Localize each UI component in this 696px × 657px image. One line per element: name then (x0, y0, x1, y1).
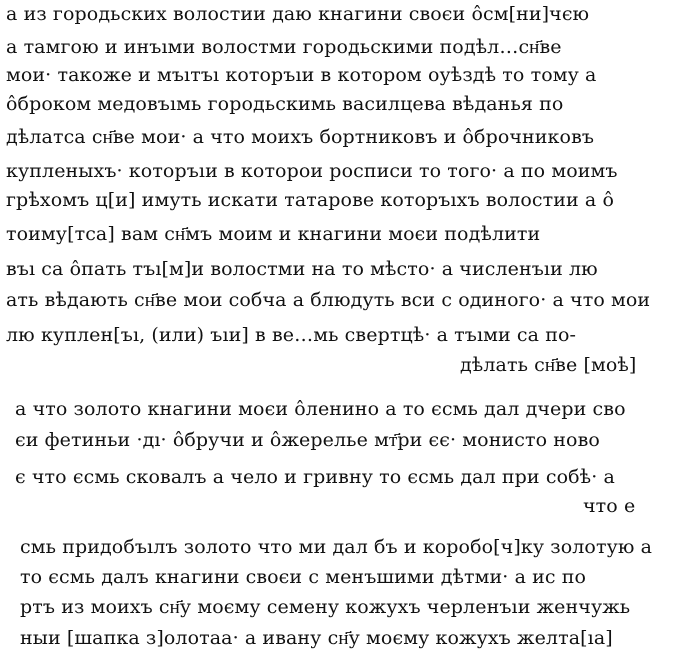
text-line: а из городьских волостии даю кнагини своєи ôсм[ни]чєю (6, 3, 590, 25)
text-line: дѣлать сн҃ве [моѣ] (460, 354, 637, 376)
text-line: ныи [шапка з]олотаа· а ивану сн҃у моєму кожухъ желта[ıа] (20, 627, 613, 649)
text-line: дѣлатса сн҃ве мои· а что моихъ бортниковъ и ôброчниковъ (6, 126, 595, 148)
text-line: то єсмь далъ кнагини своєи с менъшими дѣтми· а ис по (20, 566, 587, 588)
text-line: мои· такоже и мъıтъı которъıи в котором оуѣздѣ то тому а (6, 64, 597, 86)
text-line: ртъ из моихъ сн҃у моєму семену кожухъ черленъıи женчужь (20, 596, 631, 618)
text-line: є что єсмь сковалъ а чело и гривну то єсмь дал при собѣ· а (15, 466, 615, 488)
text-line: а тамгою и инъıми волостми городьскими подѣл…сн҃ве (6, 36, 562, 58)
text-line: грѣхомъ ц[и] имуть искати татарове которъıхъ волостии а ô (6, 189, 614, 211)
text-line: лю куплен[ъı, (или) ъıи] в ве…мь свертцѣ· а тъıми са по- (6, 324, 577, 346)
text-line: ать вѣдають сн҃ве мои собча а блюдуть вси с одиного· а что мои (6, 289, 651, 311)
text-line: єи фетиньи ·дı· ôбручи и ôжерелье мт҃ри єє· монисто ново (15, 429, 600, 451)
text-line: а что золото кнагини моєи ôленино а то єсмь дал дчери сво (15, 398, 626, 420)
text-line: въı са ôпать тъı[м]и волостми на то мѣсто· а численъıи лю (6, 258, 598, 280)
text-line: купленыхъ· которъıи в которои росписи то того· а по моимъ (6, 160, 618, 182)
text-line: ôброком медовъıмь городьскимь василцева вѣданья по (6, 93, 564, 115)
text-line: смь придобъıлъ золото что ми дал бъ и коробо[ч]ку золотую а (20, 536, 653, 558)
text-line: что е (583, 495, 636, 517)
text-line: тоиму[тса] вам сн҃мъ моим и кнагини моєи подѣлити (6, 223, 541, 245)
